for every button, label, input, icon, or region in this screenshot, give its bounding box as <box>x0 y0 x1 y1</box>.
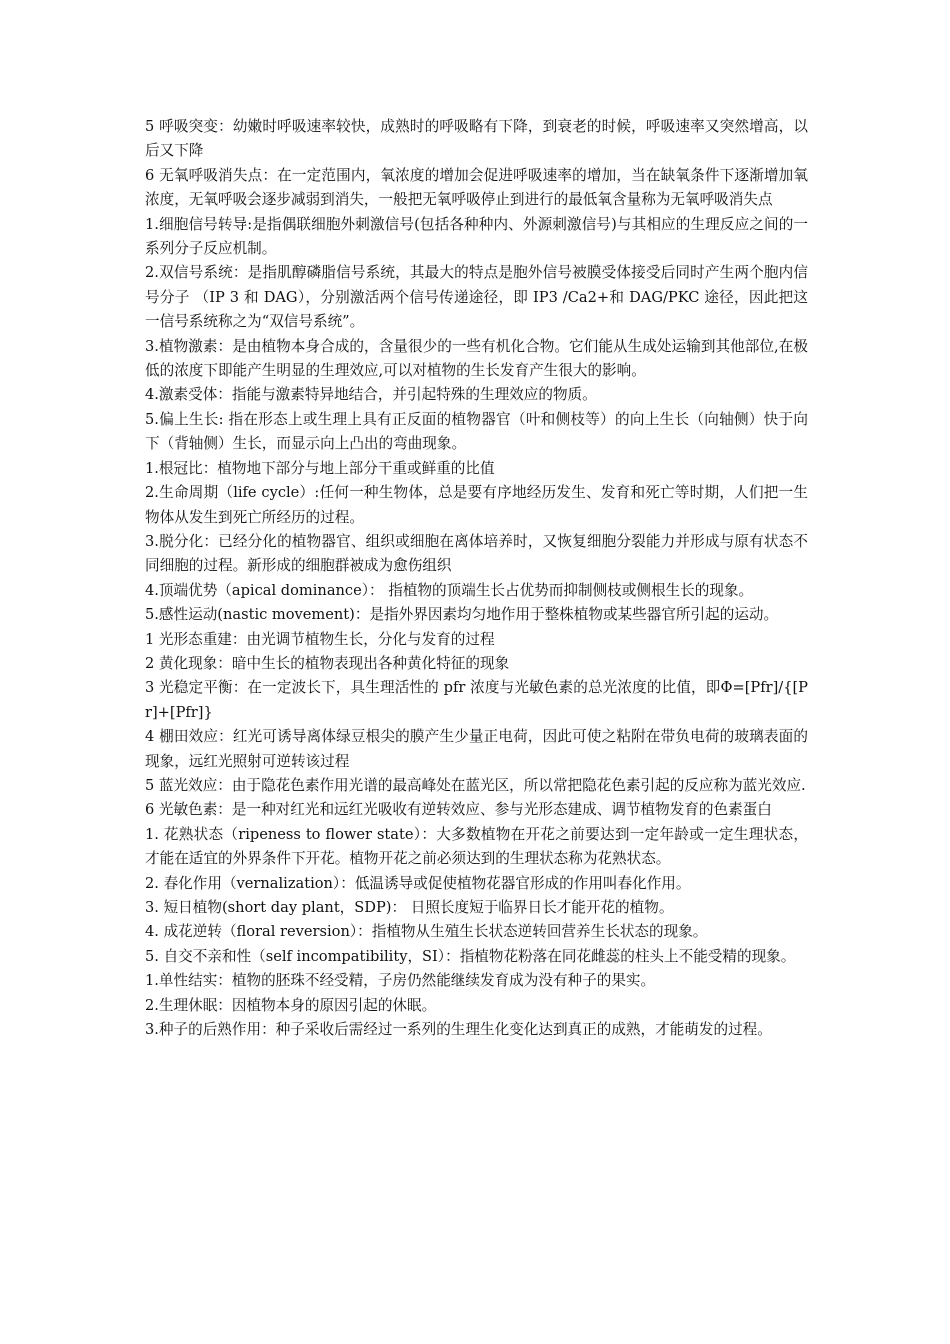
paragraph-anaerobic-extinction-point: 6 无氧呼吸消失点：在一定范围内，氧浓度的增加会促进呼吸速率的增加，当在缺氧条件下逐渐增加氧浓度，无氧呼吸会逐步减弱到消失，一般把无氧呼吸停止到进行的最低氧含量称为无氧呼吸消失点 <box>145 166 808 209</box>
paragraph-short-day-plant: 3. 短日植物(short day plant，SDP)： 日照长度短于临界日长才能开花的植物。 <box>145 899 674 916</box>
paragraph-tanada-effect: 4 棚田效应：红光可诱导离体绿豆根尖的膜产生少量正电荷，因此可使之粘附在带负电荷的玻璃表面的现象，远红光照射可逆转该过程 <box>145 728 808 770</box>
paragraph-respiratory-climacteric: 5 呼吸突变：幼嫩时呼吸速率较快，成熟时的呼吸略有下降，到衰老的时候，呼吸速率又突然增高，以后又下降 <box>145 118 808 160</box>
paragraph-root-shoot-ratio: 1.根冠比：植物地下部分与地上部分干重或鲜重的比值 <box>145 459 495 477</box>
paragraph-dual-signal-system: 2.双信号系统：是指肌醇磷脂信号系统，其最大的特点是胞外信号被膜受体接受后同时产生两个胞内信号分子 （IP 3 和 DAG），分别激活两个信号传递途径，即 IP3 /Ca2+和 DAG/PKC 途径，因此把这一信号系统称之为“双信号系统”。 <box>145 264 808 331</box>
paragraph-physiological-dormancy: 2.生理休眠：因植物本身的原因引起的休眠。 <box>145 996 437 1014</box>
paragraph-etiolation: 2 黄化现象：暗中生长的植物表现出各种黄化特征的现象 <box>145 654 510 672</box>
paragraph-hormone-receptor: 4.激素受体：指能与激素特异地结合，并引起特殊的生理效应的物质。 <box>145 386 597 404</box>
paragraph-floral-reversion: 4. 成花逆转（floral reversion）：指植物从生殖生长状态逆转回营养生长状态的现象。 <box>145 923 708 941</box>
paragraph-self-incompatibility: 5. 自交不亲和性（self incompatibility，SI）：指植物花粉落在同花雌蕊的柱头上不能受精的现象。 <box>145 947 796 965</box>
paragraph-after-ripening: 3.种子的后熟作用：种子采收后需经过一系列的生理生化变化达到真正的成熟，才能萌发的过程。 <box>145 1021 772 1039</box>
paragraph-vernalization: 2. 春化作用（vernalization）：低温诱导或促使植物花器官形成的作用叫春化作用。 <box>145 874 691 892</box>
paragraph-dedifferentiation: 3.脱分化：已经分化的植物器官、组织或细胞在离体培养时，又恢复细胞分裂能力并形成与原有状态不同细胞的过程。新形成的细胞群被成为愈伤组织 <box>145 532 808 575</box>
paragraph-epinasty: 5.偏上生长: 指在形态上或生理上具有正反面的植物器官（叶和侧枝等）的向上生长（向轴侧）快于向下（背轴侧）生长，而显示向上凸出的弯曲现象。 <box>145 410 808 453</box>
paragraph-signal-transduction: 1.细胞信号转导:是指偶联细胞外刺激信号(包括各种种内、外源刺激信号)与其相应的生理反应之间的一系列分子反应机制。 <box>145 215 808 258</box>
paragraph-photostationary-state: 3 光稳定平衡：在一定波长下，具生理活性的 pfr 浓度与光敏色素的总光浓度的比值，即Φ=[Pfr]/{[Pr]+[Pfr]} <box>145 679 808 721</box>
paragraph-apical-dominance: 4.顶端优势（apical dominance）： 指植物的顶端生长占优势而抑制侧枝或侧根生长的现象。 <box>145 581 754 599</box>
paragraph-photomorphogenesis: 1 光形态重建：由光调节植物生长，分化与发育的过程 <box>145 630 495 648</box>
paragraph-plant-hormone: 3.植物激素：是由植物本身合成的，含量很少的一些有机化合物。它们能从生成处运输到其他部位,在极低的浓度下即能产生明显的生理效应,可以对植物的生长发育产生很大的影响。 <box>145 337 808 380</box>
paragraph-parthenocarpy: 1.单性结实：植物的胚珠不经受精，子房仍然能继续发育成为没有种子的果实。 <box>145 972 656 990</box>
paragraph-life-cycle: 2.生命周期（life cycle）:任何一种生物体，总是要有序地经历发生、发育和死亡等时期，人们把一生物体从发生到死亡所经历的过程。 <box>145 484 808 526</box>
paragraph-nastic-movement: 5.感性运动(nastic movement)：是指外界因素均匀地作用于整株植物或某些器官所引起的运动。 <box>145 606 779 624</box>
paragraph-blue-light-effect: 5 蓝光效应：由于隐花色素作用光谱的最高峰处在蓝光区，所以常把隐花色素引起的反应称为蓝光效应. <box>145 776 806 794</box>
paragraph-ripeness-to-flower: 1. 花熟状态（ripeness to flower state）：大多数植物在开花之前要达到一定年龄或一定生理状态，才能在适宜的外界条件下开花。植物开花之前必须达到的生理状态称为花熟状态。 <box>145 825 808 868</box>
paragraph-phytochrome: 6 光敏色素：是一种对红光和远红光吸收有逆转效应、参与光形态建成、调节植物发育的色素蛋白 <box>145 801 772 819</box>
document-page <box>145 115 808 1042</box>
